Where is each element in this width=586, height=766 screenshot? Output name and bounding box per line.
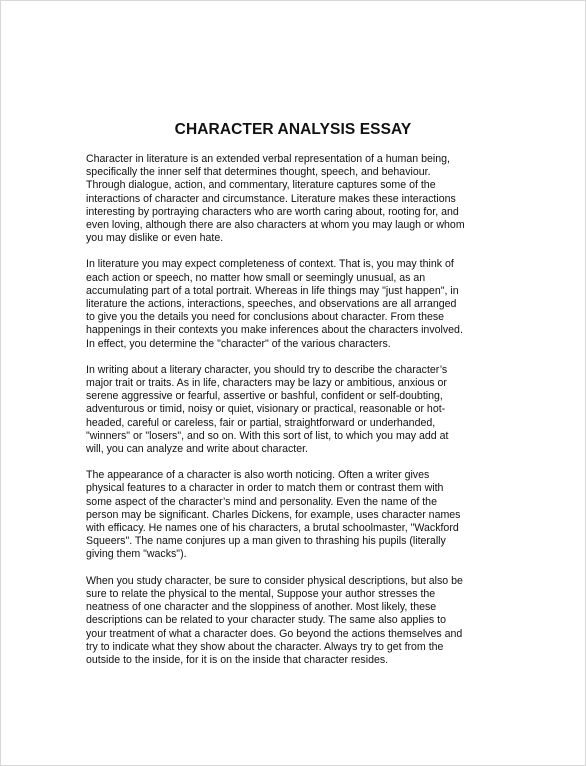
paragraph bbox=[86, 258, 516, 350]
text-line: specifically the inner self that determines thought, speech, and behaviour. bbox=[86, 166, 431, 179]
text-line: giving them "wacks"). bbox=[86, 548, 187, 561]
text-line: try to indicate what they show about the character. Always try to get from the bbox=[86, 640, 444, 653]
text-line: serene aggressive or fearful, assertive or bashful, confident or self-doubting, bbox=[86, 390, 443, 403]
text-line: happenings in their contexts you make inferences about the characters involved. bbox=[86, 324, 463, 337]
paragraph bbox=[86, 575, 516, 667]
text-line: to give you the details you need for conclusions about character. From these bbox=[86, 311, 445, 324]
text-line: Through dialogue, action, and commentary, literature captures some of the bbox=[86, 179, 436, 192]
text-line: sure to relate the physical to the mental, Suppose your author stresses the bbox=[86, 587, 436, 600]
text-line: neatness of one character and the sloppiness of another. Most likely, these bbox=[86, 601, 437, 614]
text-line: physical features to a character in order to match them or contrast them with bbox=[86, 482, 444, 495]
text-line: headed, careful or careless, fair or partial, straightforward or underhanded, bbox=[86, 416, 436, 429]
text-line: some aspect of the character’s mind and personality. Even the name of the bbox=[86, 495, 437, 508]
text-line: "winners" or "losers", and so on. With this sort of list, to which you may add at bbox=[86, 429, 449, 442]
text-line: descriptions can be related to your character study. The same also applies to bbox=[86, 614, 446, 627]
paragraph bbox=[86, 153, 516, 245]
text-line: each action or speech, no matter how small or seemingly unusual, as an bbox=[86, 271, 426, 284]
text-line: In literature you may expect completeness of context. That is, you may think of bbox=[86, 258, 454, 271]
paragraph bbox=[86, 469, 516, 561]
text-line: even loving, although there are also characters at whom you may laugh or whom bbox=[86, 219, 465, 232]
text-line: adventurous or timid, noisy or quiet, visionary or practical, reasonable or hot- bbox=[86, 403, 446, 416]
text-line: literature the actions, interactions, speeches, and observations are all arranged bbox=[86, 298, 457, 311]
text-line: The appearance of a character is also worth noticing. Often a writer gives bbox=[86, 469, 430, 482]
text-line: In writing about a literary character, you should try to describe the character’s bbox=[86, 363, 448, 376]
paragraph bbox=[86, 364, 516, 456]
text-line: interactions of character and circumstance. Literature makes these interactions bbox=[86, 192, 456, 205]
text-line: your treatment of what a character does. Go beyond the actions themselves and bbox=[86, 627, 463, 640]
text-line: you may dislike or even hate. bbox=[86, 232, 224, 245]
text-line: major trait or traits. As in life, characters may be lazy or ambitious, anxious or bbox=[86, 377, 447, 390]
text-line: interesting by portraying characters who are worth caring about, rooting for, and bbox=[86, 205, 459, 218]
text-line: When you study character, be sure to consider physical descriptions, but also be bbox=[86, 574, 463, 587]
text-line: accumulating part of a total portrait. Whereas in life things may "just happen", in bbox=[86, 284, 459, 297]
text-line: with efficacy. He names one of his characters, a brutal schoolmaster, "Wackford bbox=[86, 522, 459, 535]
text-line: outside to the inside, for it is on the inside that character resides. bbox=[86, 653, 389, 666]
text-line: person may be significant. Charles Dickens, for example, uses character names bbox=[86, 508, 461, 521]
text-line: Squeers". The name conjures up a man given to thrashing his pupils (literally bbox=[86, 535, 446, 548]
text-line: will, you can analyze and write about character. bbox=[86, 443, 309, 456]
text-line: Character in literature is an extended verbal representation of a human being, bbox=[86, 153, 450, 165]
essay-body bbox=[86, 153, 516, 680]
page-title: CHARACTER ANALYSIS ESSAY bbox=[174, 121, 412, 138]
text-line: In effect, you determine the "character" of the various characters. bbox=[86, 337, 391, 350]
